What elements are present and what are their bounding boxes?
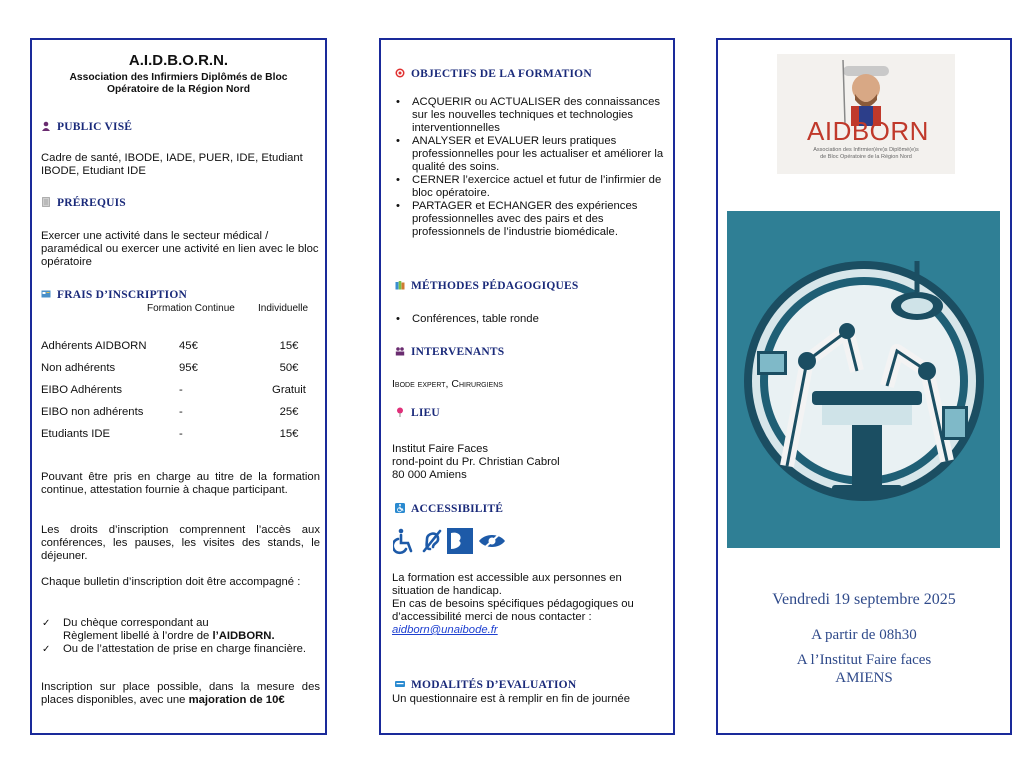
fee-formation-continue: 95€ — [179, 362, 198, 374]
event-place: A l’Institut Faire faces — [796, 652, 932, 668]
accessibilite-heading: ACCESSIBILITÉ — [395, 503, 503, 515]
frais-heading: FRAIS D’INSCRIPTION — [41, 289, 187, 301]
fee-individuelle: 50€ — [279, 362, 299, 374]
robot-surgery-icon — [727, 211, 1000, 548]
robotic-surgery-illustration — [727, 211, 1000, 548]
fee-label: EIBO Adhérents — [41, 384, 123, 396]
people-icon — [395, 346, 405, 356]
panel-left — [30, 38, 327, 735]
bulletin-checklist — [41, 617, 311, 656]
objectif-item: • CERNER l’exercice actuel et futur de l’infirmier de bloc opératoire. — [390, 174, 670, 200]
frais-col-individuelle: Individuelle — [258, 303, 309, 314]
evaluation-icon — [395, 679, 405, 689]
accessibility-pictograms — [393, 527, 513, 555]
contact-email-link[interactable]: aidborn@unaibode.fr — [392, 624, 498, 636]
card-icon — [41, 289, 51, 299]
event-date: Vendredi 19 septembre 2025 — [772, 591, 956, 608]
document-icon — [41, 197, 51, 207]
fee-row — [41, 340, 321, 354]
modalites-heading: MODALITÉS D’EVALUATION — [395, 679, 576, 691]
event-city: AMIENS — [835, 670, 893, 686]
association-subtitle: Association des Infirmiers Diplômés de Bloc Opératoire de la Région Nord — [69, 72, 288, 95]
methodes-list — [390, 313, 670, 326]
wheelchair-icon — [395, 503, 405, 513]
public-text: Cadre de santé, IBODE, IADE, PUER, IDE, Etudiant IBODE, Etudiant IDE — [41, 152, 303, 177]
objectif-item: • PARTAGER et ECHANGER des expériences professionnelles avec des pairs et des professionnels de l’industrie biomédicale. — [390, 200, 670, 239]
panel-right — [716, 38, 1012, 735]
frais-col-formation: Formation Continue — [147, 303, 235, 314]
person-icon — [41, 121, 51, 131]
fee-label: Etudiants IDE — [41, 428, 111, 440]
lieu-address: Institut Faire Faces rond-point du Pr. Christian Cabrol 80 000 Amiens — [392, 443, 560, 481]
fee-individuelle: Gratuit — [272, 384, 306, 396]
fee-label: Adhérents AIDBORN — [41, 340, 147, 352]
objectifs-list — [390, 96, 670, 239]
bulletin-text: Chaque bulletin d’inscription doit être accompagné : — [41, 576, 301, 588]
checklist-item: ✓ Du chèque correspondant au Règlement libellé à l’ordre de l’AIDBORN. — [41, 617, 311, 643]
pin-icon — [395, 407, 405, 417]
fee-label: Non adhérents — [41, 362, 116, 374]
objectif-item: • ANALYSER et EVALUER leurs pratiques professionnelles pour les actualiser et améliorer la qualité des soins. — [390, 135, 670, 174]
accessibility-pictograms-icon — [393, 527, 513, 555]
accessibilite-text: La formation est accessible aux personnes en situation de handicap. En cas de besoins spécifiques pédagogiques ou d’accessibilité merci de nous contacter : aidborn@unaibode.fr — [392, 572, 674, 637]
prerequis-heading: PRÉREQUIS — [41, 197, 126, 209]
public-heading: PUBLIC VISÉ — [41, 121, 132, 133]
methode-item: • Conférences, table ronde — [390, 313, 670, 326]
fee-formation-continue: 45€ — [179, 340, 198, 352]
intervenants-text: Ibode expert, Chirurgiens — [392, 378, 503, 390]
logo-caption: Association des Infirmier(ère)s Diplômé(e)s de Bloc Opératoire de la Région Nord — [813, 147, 919, 160]
droits-text: Les droits d’inscription comprennent l’accès aux conférences, les pauses, les visites des stands, le déjeuner. — [41, 524, 320, 562]
objectif-item: • ACQUERIR ou ACTUALISER des connaissances sur les nouvelles techniques et technologies interventionnelles — [390, 96, 670, 135]
fee-individuelle: 15€ — [279, 428, 299, 440]
panel-middle — [379, 38, 675, 735]
methodes-heading: MÉTHODES PÉDAGOGIQUES — [395, 280, 578, 292]
association-title: A.I.D.B.O.R.N. — [128, 52, 229, 69]
fee-formation-continue: - — [179, 384, 183, 396]
fee-row — [41, 428, 321, 442]
fee-individuelle: 25€ — [279, 406, 299, 418]
objectifs-heading: OBJECTIFS DE LA FORMATION — [395, 68, 592, 80]
fee-formation-continue: - — [179, 406, 183, 418]
fee-row — [41, 406, 321, 420]
modalites-text: Un questionnaire est à remplir en fin de journée — [392, 693, 631, 705]
prerequis-text: Exercer une activité dans le secteur médical / paramédical ou exercer une activité en lien avec le bloc opératoire — [41, 230, 319, 268]
logo-wordmark: AIDBORN — [807, 116, 929, 146]
fee-label: EIBO non adhérents — [41, 406, 144, 418]
fee-row — [41, 384, 321, 398]
lieu-heading: LIEU — [395, 407, 440, 419]
fee-formation-continue: - — [179, 428, 183, 440]
target-icon — [395, 68, 405, 78]
prise-en-charge-text: Pouvant être pris en charge au titre de la formation continue, attestation fournie à chaque participant. — [41, 471, 320, 496]
inscription-sur-place-text: Inscription sur place possible, dans la mesure des places disponibles, avec une majoration de 10€ — [41, 681, 320, 706]
intervenants-heading: INTERVENANTS — [395, 346, 504, 358]
event-time: A partir de 08h30 — [811, 627, 917, 643]
fee-row — [41, 362, 321, 376]
checklist-item: ✓ Ou de l’attestation de prise en charge financière. — [41, 643, 311, 656]
books-icon — [395, 280, 405, 290]
fee-individuelle: 15€ — [279, 340, 299, 352]
